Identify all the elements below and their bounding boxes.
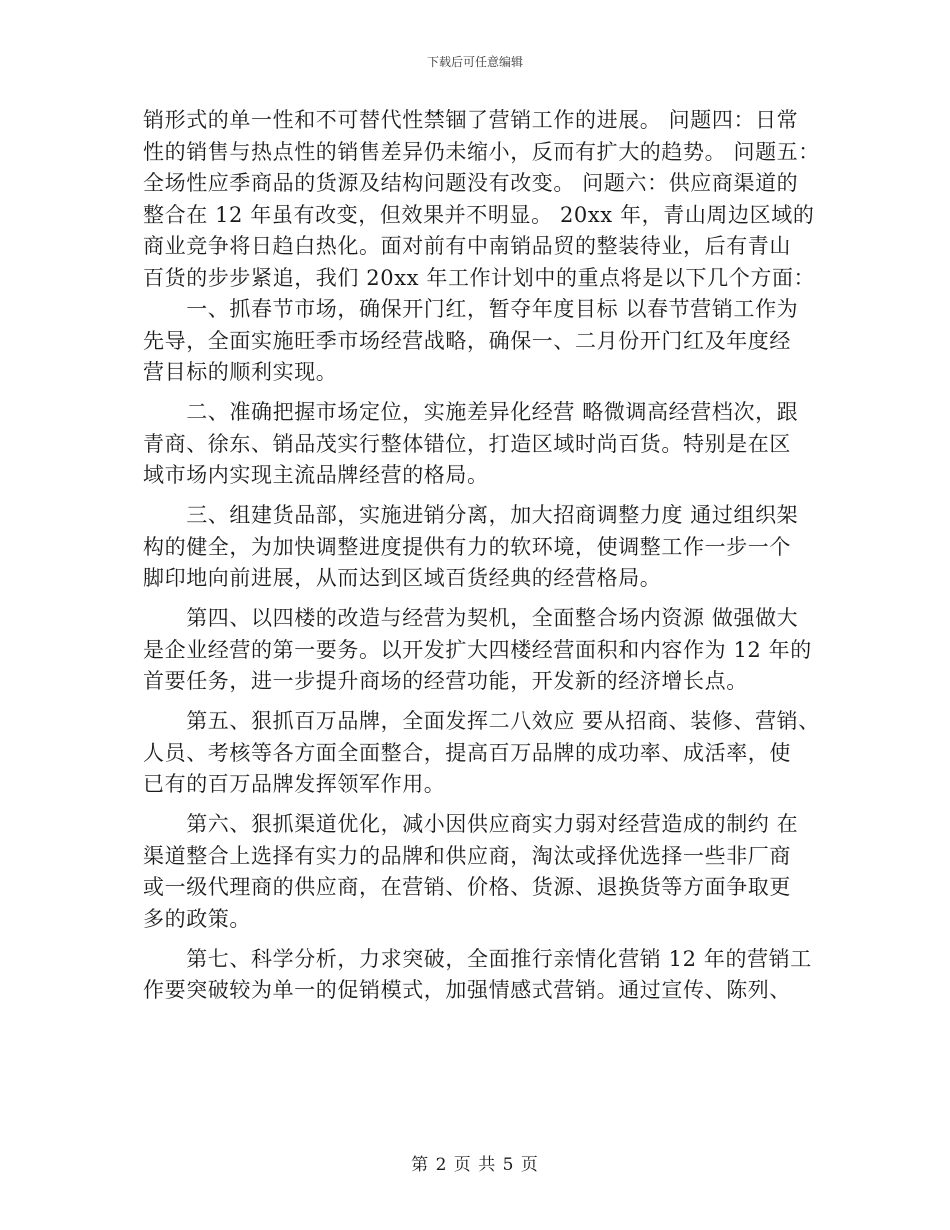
page-header-note: 下载后可任意编辑 [426,55,523,69]
text-line: 构的健全，为加快调整进度提供有力的软环境，使调整工作一步一个 [143,534,791,559]
paragraph-3-line: 三、组建货品部，实施进销分离，加大招商调整力度 通过组织架 [143,503,799,527]
paragraph-1-line: 一、抓春节市场，确保开门红，暂夺年度目标 以春节营销工作为 [143,297,799,321]
page-number-footer: 第 2 页 共 5 页 [411,1155,539,1175]
text-line: 先导，全面实施旺季市场经营战略，确保一、二月份开门红及年度经 [143,328,791,353]
text-line: 域市场内实现主流品牌经营的格局。 [143,463,489,487]
paragraph-7-line: 第七、科学分析，力求突破，全面推行亲情化营销 12 年的营销工 [143,946,812,971]
text-line: 渠道整合上选择有实力的品牌和供应商，淘汰或择优选择一些非厂商 [143,843,791,868]
text-line: 人员、考核等各方面全面整合，提高百万品牌的成功率、成活率，使 [143,740,791,765]
text-line: 脚印地向前进展，从而达到区域百货经典的经营格局。 [143,566,662,590]
text-line: 商业竞争将日趋白热化。面对前有中南销品贸的整装待业，后有青山 [143,234,791,258]
paragraph-4-line: 第四、以四楼的改造与经营为契机，全面整合场内资源 做强做大 [143,606,799,630]
paragraph-2-line: 二、准确把握市场定位，实施差异化经营 略微调高经营档次，跟 [143,400,799,424]
text-line: 作要突破较为单一的促销模式，加强情感式营销。通过宣传、陈列、 [143,978,791,1002]
text-line: 百货的步步紧追，我们 20xx 年工作计划中的重点将是以下几个方面： [143,265,816,290]
text-line: 整合在 12 年虽有改变，但效果并不明显。 20xx 年，青山周边区域的 [143,202,815,227]
paragraph-6-line: 第六、狠抓渠道优化，减小因供应商实力弱对经营造成的制约 在 [143,812,799,836]
text-line: 性的销售与热点性的销售差异仍未缩小，反而有扩大的趋势。 问题五： [143,139,820,164]
document-body [143,106,820,1005]
paragraph-5-line: 第五、狠抓百万品牌，全面发挥二八效应 要从招商、装修、营销、 [143,709,820,733]
text-line: 或一级代理商的供应商，在营销、价格、货源、退换货等方面争取更 [143,875,791,899]
text-line: 全场性应季商品的货源及结构问题没有改变。 问题六：供应商渠道的 [143,171,799,195]
text-line: 首要任务，进一步提升商场的经营功能，开发新的经济增长点。 [143,669,748,693]
text-line: 已有的百万品牌发挥领军作用。 [143,772,446,796]
text-line: 是企业经营的第一要务。以开发扩大四楼经营面积和内容作为 12 年的 [143,637,812,662]
text-line: 销形式的单一性和不可替代性禁锢了营销工作的进展。 问题四：日常 [143,108,799,132]
text-line: 营目标的顺利实现。 [143,360,338,384]
text-line: 多的政策。 [143,906,251,931]
text-line: 青商、徐东、销品茂实行整体错位，打造区域时尚百货。特别是在区 [143,431,791,456]
